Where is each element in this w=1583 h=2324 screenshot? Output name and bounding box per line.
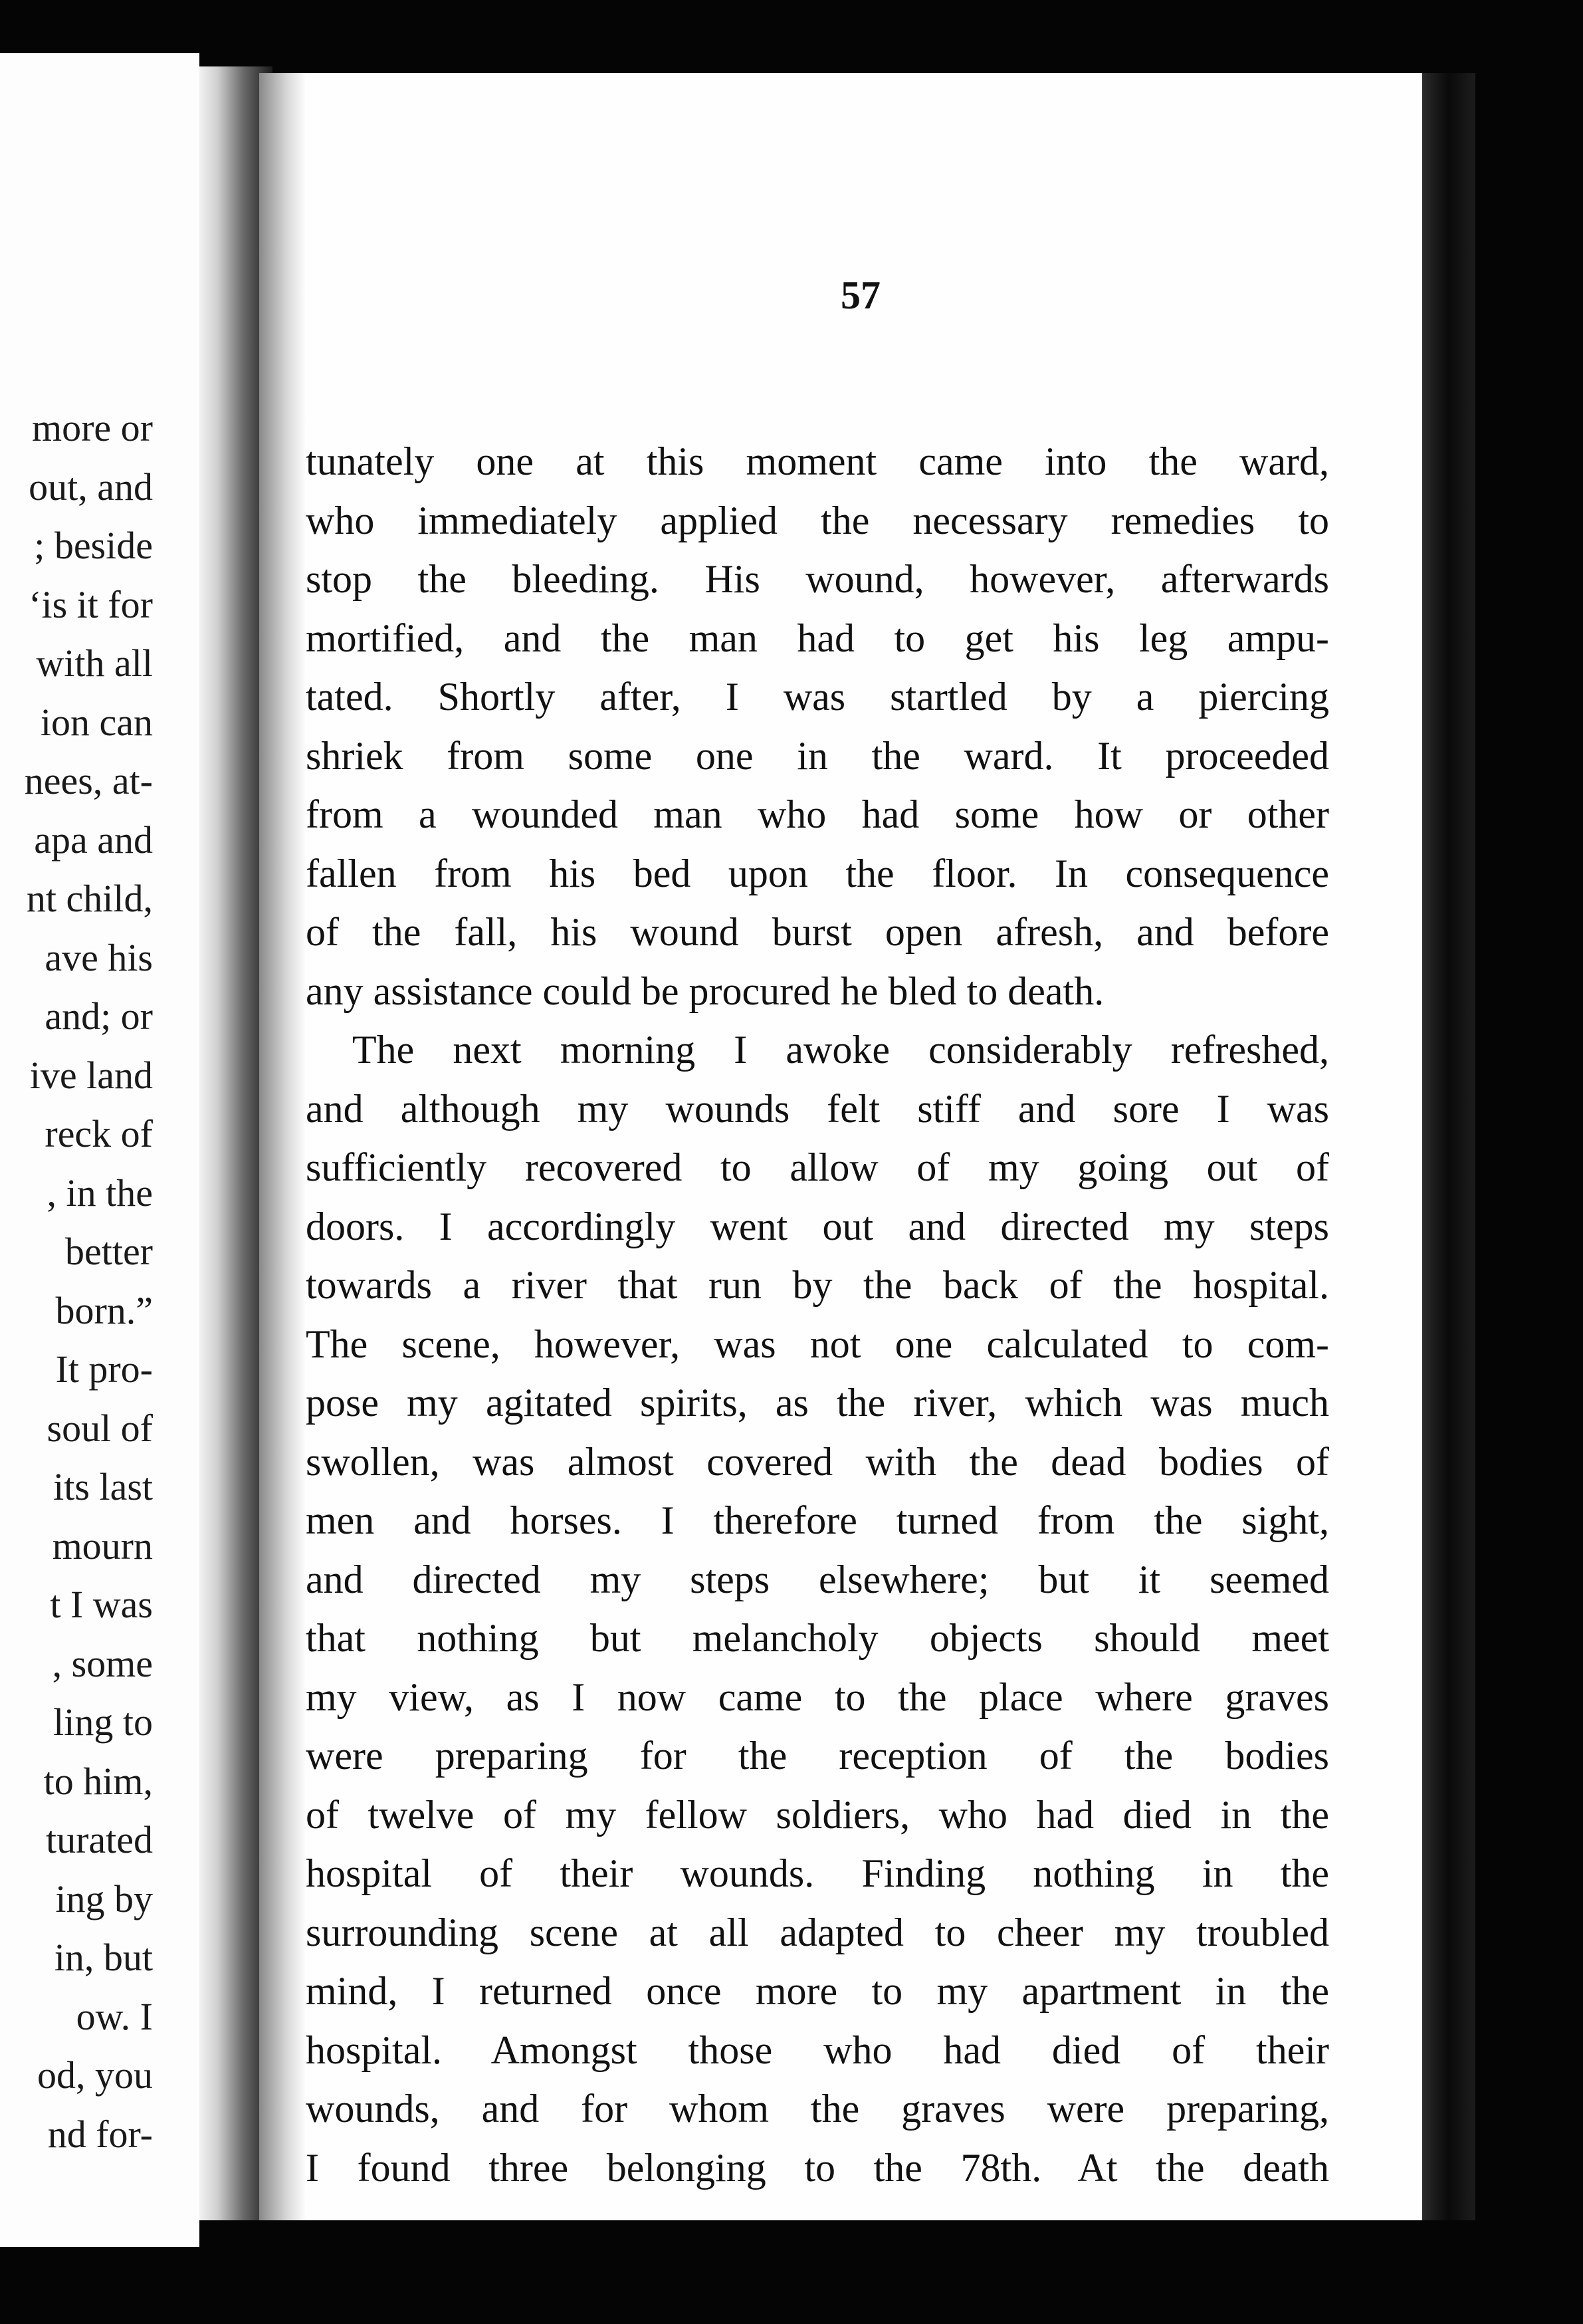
left-text-line: od, you	[37, 2053, 153, 2097]
left-text-line: ave his	[45, 935, 153, 979]
text-line: men and horses. I therefore turned from the sight,	[306, 1498, 1329, 1542]
text-line: fallen from his bed upon the floor. In consequence	[306, 851, 1329, 895]
text-line: any assistance could be procured he bled to death.	[306, 969, 1105, 1013]
left-text-line: born.”	[55, 1288, 153, 1332]
text-line: wounds, and for whom the graves were preparing,	[306, 2087, 1329, 2131]
text-line: doors. I accordingly went out and directed my steps	[306, 1204, 1329, 1248]
text-line: who immediately applied the necessary remedies to	[306, 498, 1329, 542]
left-text-line: out, and	[29, 465, 153, 509]
text-line: The next morning I awoke considerably refreshed,	[352, 1028, 1329, 1072]
left-text-line: soul of	[47, 1406, 153, 1450]
left-text-line: , in the	[47, 1171, 153, 1215]
text-line: hospital of their wounds. Finding nothing in the	[306, 1851, 1329, 1895]
text-line: of the fall, his wound burst open afresh, and before	[306, 910, 1329, 954]
left-text-line: to him,	[43, 1759, 153, 1803]
left-text-line: nd for-	[47, 2112, 153, 2156]
left-text-line: more or	[32, 406, 153, 449]
left-text-line: better	[64, 1230, 153, 1273]
page-body-text	[306, 432, 1329, 2197]
page-curl-shadow	[259, 73, 306, 2220]
text-line: hospital. Amongst those who had died of their	[306, 2028, 1329, 2072]
page-number: 57	[841, 273, 881, 317]
left-text-line: , some	[52, 1641, 153, 1685]
text-line: from a wounded man who had some how or other	[306, 792, 1329, 836]
left-text-line: apa and	[34, 818, 153, 862]
text-line: that nothing but melancholy objects should meet	[306, 1616, 1329, 1660]
text-line: were preparing for the reception of the bodies	[306, 1734, 1329, 1778]
text-line: I found three belonging to the 78th. At the death	[306, 2145, 1329, 2190]
text-line: of twelve of my fellow soldiers, who had died in the	[306, 1792, 1329, 1837]
text-line: tunately one at this moment came into the ward,	[306, 439, 1329, 483]
text-line: pose my agitated spirits, as the river, which was much	[306, 1381, 1329, 1425]
left-text-line: ling to	[53, 1700, 153, 1744]
left-text-line: mourn	[52, 1524, 153, 1568]
left-text-line: nt child,	[26, 877, 153, 920]
text-line: shriek from some one in the ward. It proceeded	[306, 733, 1329, 778]
left-text-line: with all	[36, 641, 153, 685]
left-text-line: ing by	[55, 1877, 153, 1920]
text-line: mortified, and the man had to get his leg ampu-	[306, 616, 1329, 660]
text-line: and directed my steps elsewhere; but it seemed	[306, 1557, 1329, 1601]
left-facing-page	[0, 53, 199, 2247]
text-line: mind, I returned once more to my apartment in the	[306, 1969, 1329, 2013]
book-fore-edge	[1422, 73, 1475, 2220]
text-line: The scene, however, was not one calculated to com-	[306, 1322, 1329, 1366]
left-text-line: nees, at-	[24, 759, 153, 802]
text-line: and although my wounds felt stiff and sore I was	[306, 1086, 1329, 1131]
text-line: swollen, was almost covered with the dead bodies of	[306, 1439, 1329, 1484]
text-line: tated. Shortly after, I was startled by a piercing	[306, 675, 1329, 719]
text-line: sufficiently recovered to allow of my going out of	[306, 1145, 1329, 1189]
text-line: towards a river that run by the back of the hospital.	[306, 1263, 1329, 1307]
right-page	[259, 73, 1422, 2220]
left-text-line: ow. I	[76, 1994, 153, 2038]
left-page-text	[0, 399, 153, 2164]
left-text-line: ‘is it for	[29, 582, 153, 626]
left-text-line: ion can	[40, 700, 153, 744]
left-text-line: turated	[45, 1818, 153, 1861]
left-text-line: in, but	[54, 1936, 153, 1979]
left-text-line: ; beside	[34, 524, 153, 567]
text-line: surrounding scene at all adapted to cheer my troubled	[306, 1910, 1329, 1954]
left-text-line: ive land	[29, 1053, 153, 1097]
text-line: my view, as I now came to the place where graves	[306, 1675, 1329, 1719]
left-text-line: reck of	[45, 1112, 153, 1155]
left-text-line: and; or	[45, 994, 153, 1038]
left-text-line: It pro-	[55, 1347, 153, 1391]
text-line: stop the bleeding. His wound, however, afterwards	[306, 557, 1329, 601]
left-text-line: t I was	[50, 1583, 153, 1626]
left-text-line: its last	[53, 1465, 153, 1508]
